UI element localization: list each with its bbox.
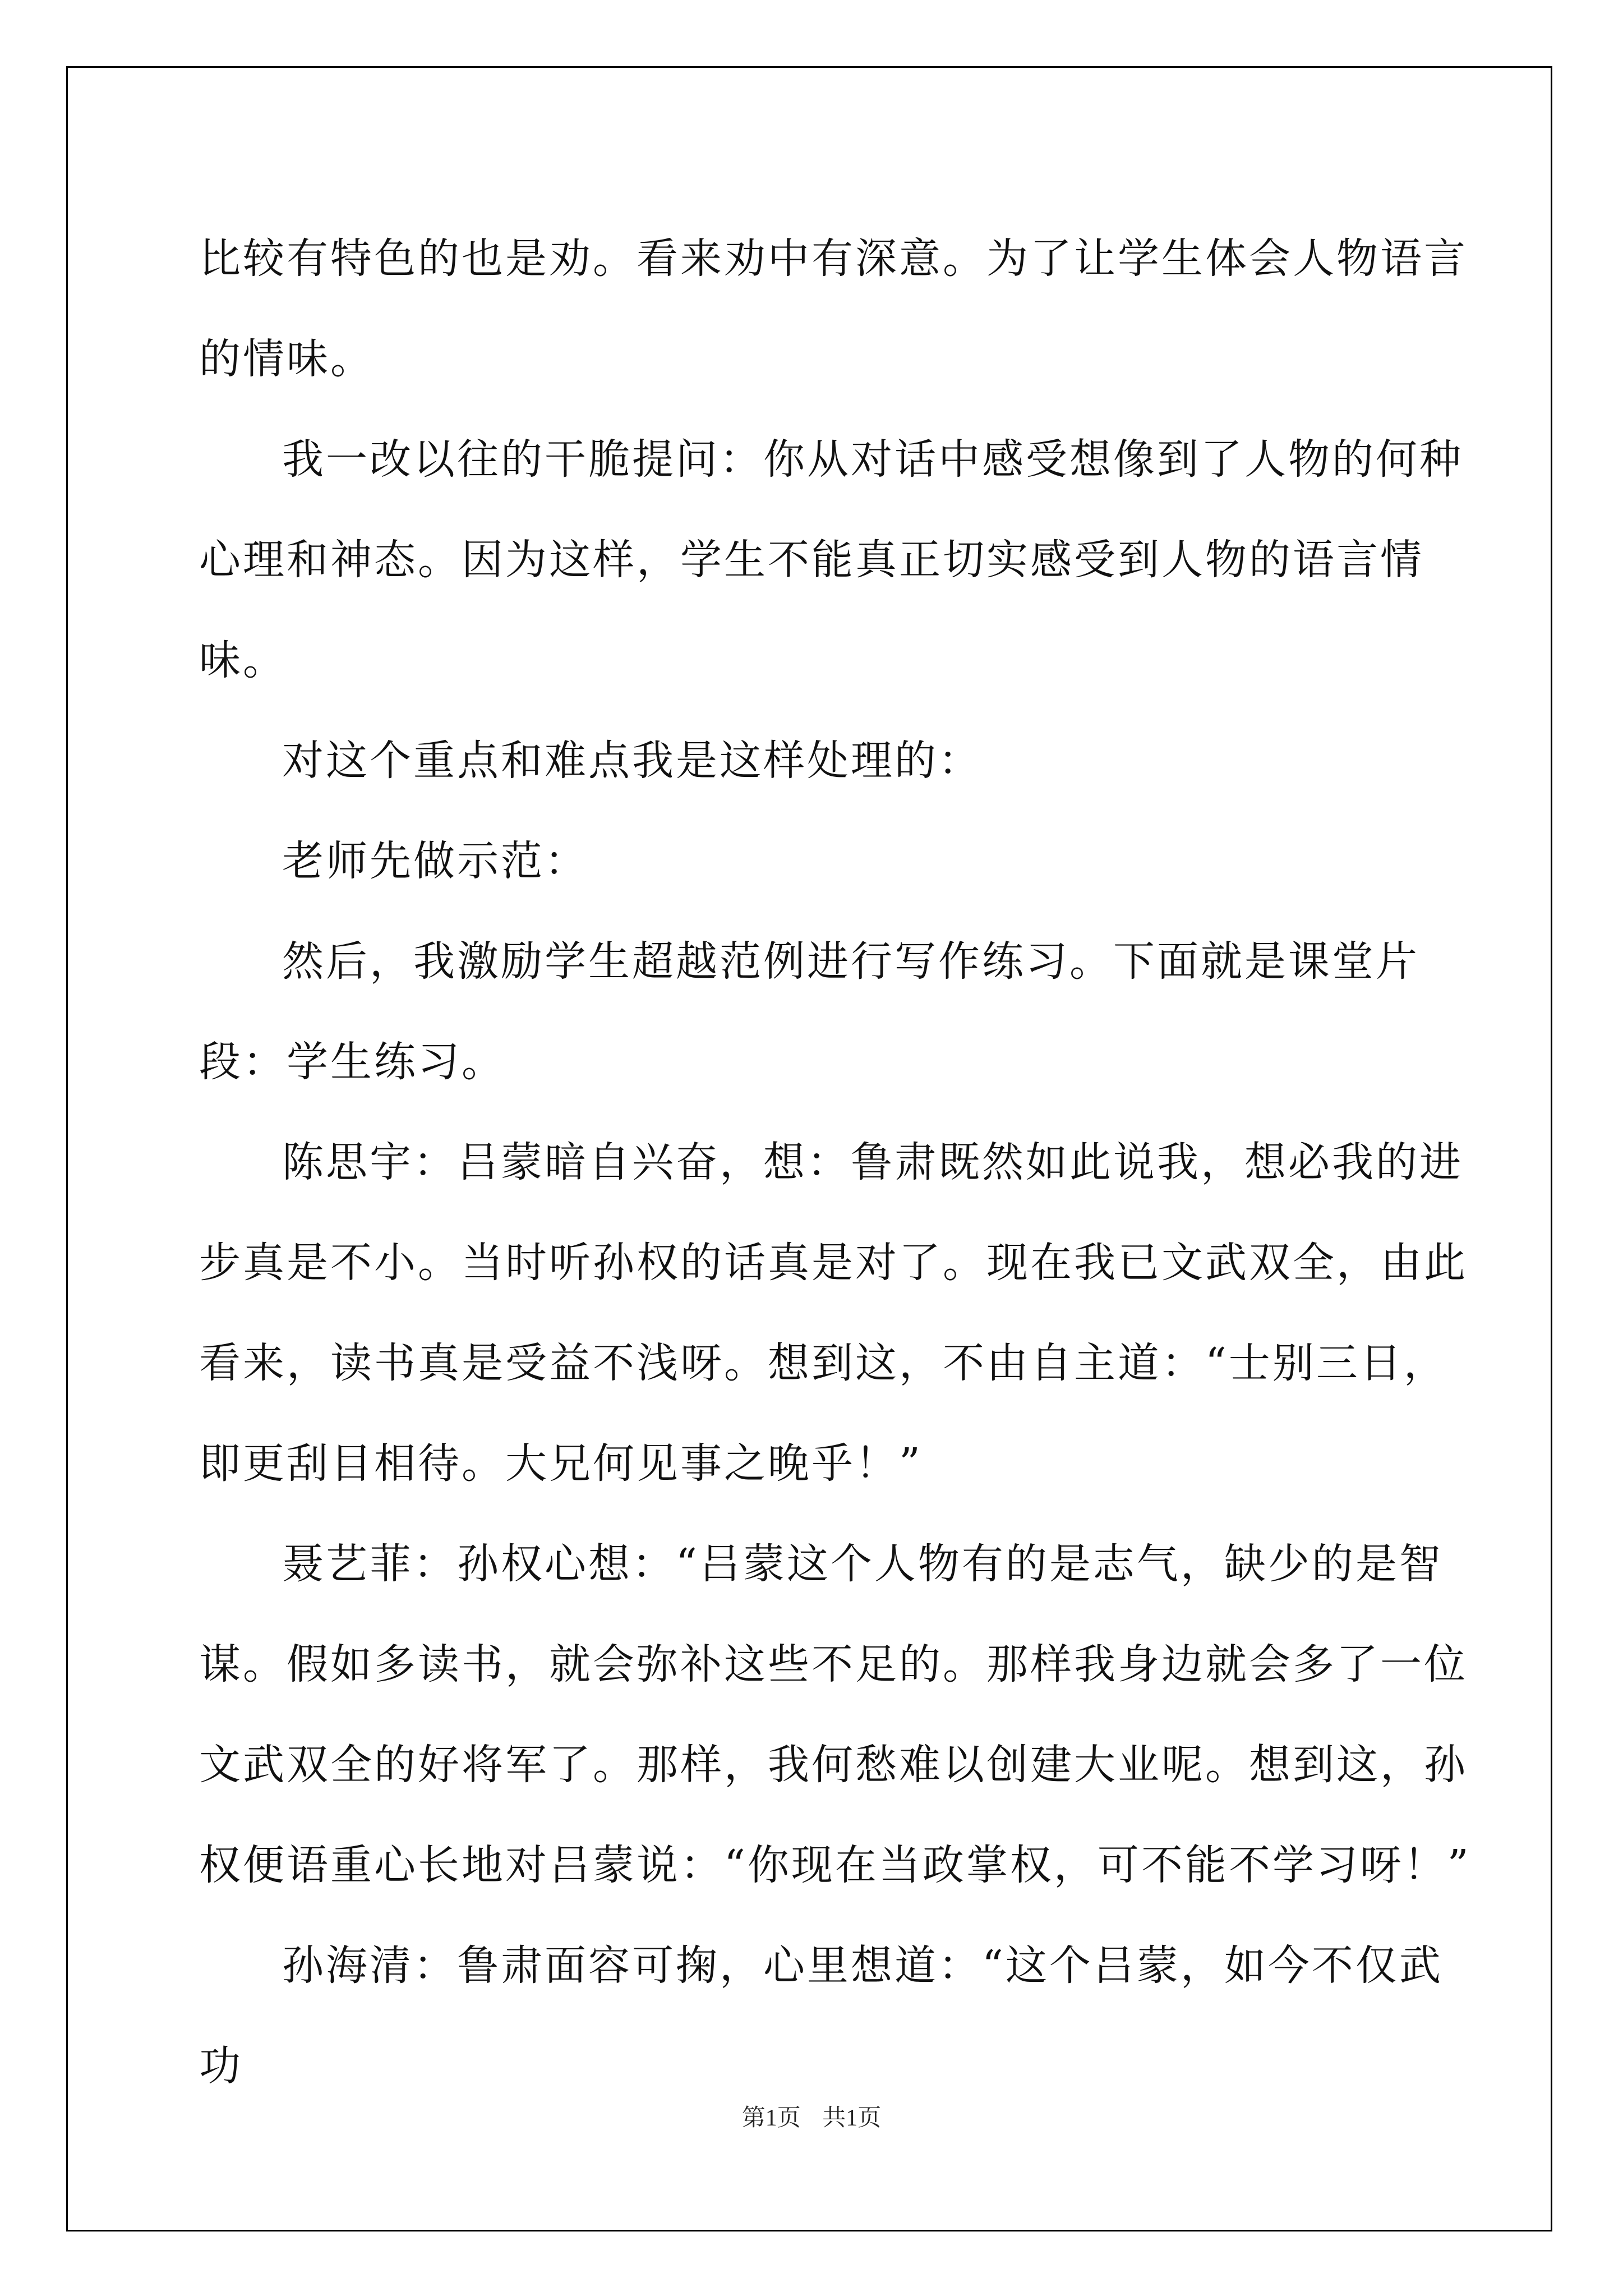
page-number: 第1页: [741, 2105, 801, 2131]
paragraph-4: 老师先做示范：: [282, 837, 588, 885]
paragraph-5: 然后，我激励学生超越范例进行写作练习。下面就是课堂片段：学生练习。: [199, 937, 1419, 1086]
paragraph-8: 孙海清：鲁肃面容可掬，心里想道：“这个吕蒙，如今不仅武功: [199, 1941, 1443, 2090]
paragraph-3: 对这个重点和难点我是这样处理的：: [282, 737, 982, 785]
page-total: 共1页: [822, 2105, 882, 2131]
document-body: [199, 209, 1472, 2116]
paragraph-6: 陈思宇：吕蒙暗自兴奋，想：鲁肃既然如此说我，想必我的进步真是不小。当时听孙权的话真是对了。现在我已文武双全，由此看来，读书真是受益不浅呀。想到这，不由自主道：“士别三日，即更刮目相待。大兄何见事之晚乎！”: [199, 1138, 1468, 1488]
paragraph-7: 聂艺菲：孙权心想：“吕蒙这个人物有的是志气，缺少的是智谋。假如多读书，就会弥补这些不足的。那样我身边就会多了一位文武双全的好将军了。那样，我何愁难以创建大业呢。想到这，孙权便语重心长地对吕蒙说：“你现在当政掌权，可不能不学习呀！”: [199, 1540, 1471, 1889]
paragraph-2: 我一改以往的干脆提问：你从对话中感受想像到了人物的何种心理和神态。因为这样，学生不能真正切实感受到人物的语言情味。: [199, 435, 1463, 684]
paragraph-1: 比较有特色的也是劝。看来劝中有深意。为了让学生体会人物语言的情味。: [199, 234, 1468, 383]
page-footer: [0, 2099, 1623, 2133]
